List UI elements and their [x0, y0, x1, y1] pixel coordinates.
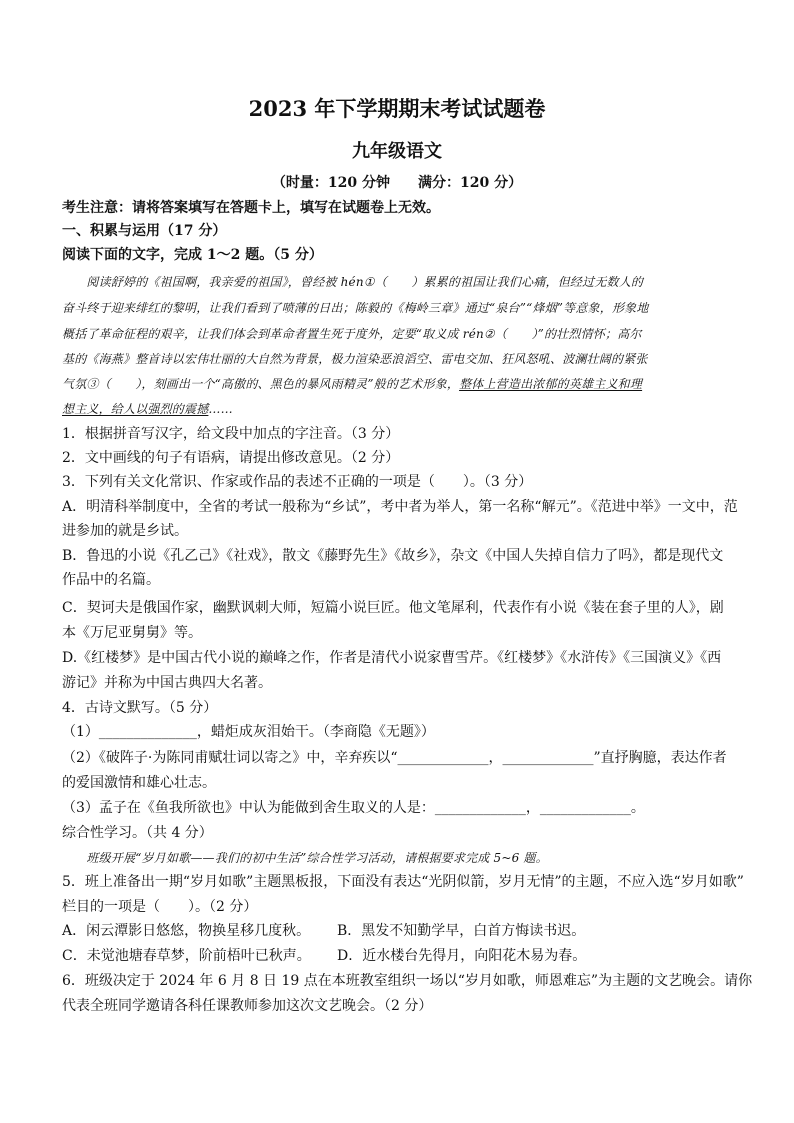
question-6-cont: 代表全班同学邀请各科任课教师参加这次文艺晚会。（2 分） [62, 998, 433, 1014]
question-5: 5．班上准备出一期“岁月如歌”主题黑板报，下面没有表达“光阴似箭，岁月无情”的主题，不应入选“岁月如歌” [62, 874, 744, 890]
passage-line [62, 378, 642, 390]
q4-item-2-cont: 的爱国激情和雄心壮志。 [62, 775, 216, 791]
section1-heading: 一、积累与运用（17 分） [62, 223, 227, 239]
passage-line: 基的《海燕》整首诗以宏伟壮丽的大自然为背景，极力渲染恶浪滔空、雷电交加、狂风怒吼、波澜壮阔的紧张 [62, 352, 648, 366]
q3-option-b-cont: 作品中的名篇。 [62, 572, 160, 588]
q3-option-d-cont: 游记》并称为中国古典四大名著。 [62, 675, 272, 691]
q4-item-3: （3）孟子在《鱼我所欲也》中认为能做到舍生取义的人是：_____________，_____________。 [62, 800, 645, 816]
passage-line: 阅读舒婷的《祖国啊，我亲爱的祖国》，曾经被 hén①（ ）累累的祖国让我们心痛，但经过无数人的 [62, 275, 644, 289]
question-6: 6．班级决定于 2024 年 6 月 8 日 19 点在本班教室组织一场以“岁月如歌，师恩难忘”为主题的文艺晚会。请你 [62, 973, 753, 989]
q3-option-a-cont: 进参加的就是乡试。 [62, 523, 188, 539]
question-4: 4．古诗文默写。（5 分） [62, 700, 218, 716]
question-3: 3．下列有关文化常识、作家或作品的表述不正确的一项是（ ）。（3 分） [62, 474, 533, 490]
q5-option-d: D．近水楼台先得月，向阳花木易为春。 [337, 948, 587, 964]
q3-option-b: B．鲁迅的小说《孔乙己》《社戏》，散文《藤野先生》《故乡》，杂文《中国人失掉自信力了吗》，都是现代文 [62, 548, 724, 564]
passage-text: 气氛③（ ），刻画出一个“高傲的、黑色的暴风雨精灵”般的艺术形象， [62, 377, 460, 391]
q5-option-a: A．闲云潭影日悠悠，物换星移几度秋。 [62, 923, 311, 939]
q3-option-d: D.《红楼梦》是中国古代小说的巅峰之作，作者是清代小说家曹雪芹。《红楼梦》《水浒传》《三国演义》《西 [62, 650, 722, 666]
underlined-sentence: 想主义，给人以强烈的震撼 [62, 402, 209, 416]
passage-line [62, 403, 233, 415]
passage-text: …… [208, 402, 233, 416]
candidate-notice: 考生注意：请将答案填写在答题卡上，填写在试题卷上无效。 [62, 200, 440, 216]
q5-option-b: B．黑发不知勤学早，白首方悔读书迟。 [337, 923, 586, 939]
q4-item-1: （1）______________，蜡炬成灰泪始干。（李商隐《无题》） [62, 724, 435, 740]
question-2: 2．文中画线的句子有语病，请提出修改意见。（2 分） [62, 450, 400, 466]
q3-option-a: A．明清科举制度中，全省的考试一般称为“乡试”，考中者为举人，第一名称“解元”。《范进中举》一文中，范 [62, 499, 738, 515]
passage-line: 概括了革命征程的艰辛，让我们体会到革命者置生死于度外，定要“取义成 rén②（ ）”的壮烈情怀；高尔 [62, 327, 642, 341]
passage-line: 奋斗终于迎来绯红的黎明，让我们看到了喷薄的日出；陈毅的《梅岭三章》通过“泉台”“烽烟”等意象，形象地 [62, 301, 649, 315]
q4-item-2: （2）《破阵子·为陈同甫赋壮词以寄之》中，辛弃疾以“_____________，_____________”直抒胸臆，表达作者 [62, 750, 727, 766]
exam-subject: 九年级语文 [352, 141, 442, 162]
question-5-cont: 栏目的一项是（ ）。（2 分） [62, 899, 258, 915]
underlined-sentence: 整体上营造出浓郁的英雄主义和理 [459, 377, 643, 391]
q3-option-c: C．契诃夫是俄国作家，幽默讽刺大师，短篇小说巨匠。他文笔犀利，代表作有小说《装在套子里的人》，剧 [62, 600, 724, 616]
reading-instruction: 阅读下面的文字，完成 1～2 题。（5 分） [62, 247, 323, 263]
question-1: 1．根据拼音写汉字，给文段中加点的字注音。（3 分） [62, 426, 400, 442]
q5-option-c: C．未觉池塘春草梦，阶前梧叶已秋声。 [62, 948, 311, 964]
q3-option-c-cont: 本《万尼亚舅舅》等。 [62, 625, 202, 641]
time-score-info: （时量：120 分钟 满分：120 分） [271, 175, 523, 191]
activity-intro: 班级开展“岁月如歌——我们的初中生活”综合性学习活动，请根据要求完成 5~6 题。 [62, 851, 548, 865]
section2-heading: 综合性学习。（共 4 分） [62, 825, 213, 841]
exam-title: 2023 年下学期期末考试试题卷 [248, 96, 546, 121]
